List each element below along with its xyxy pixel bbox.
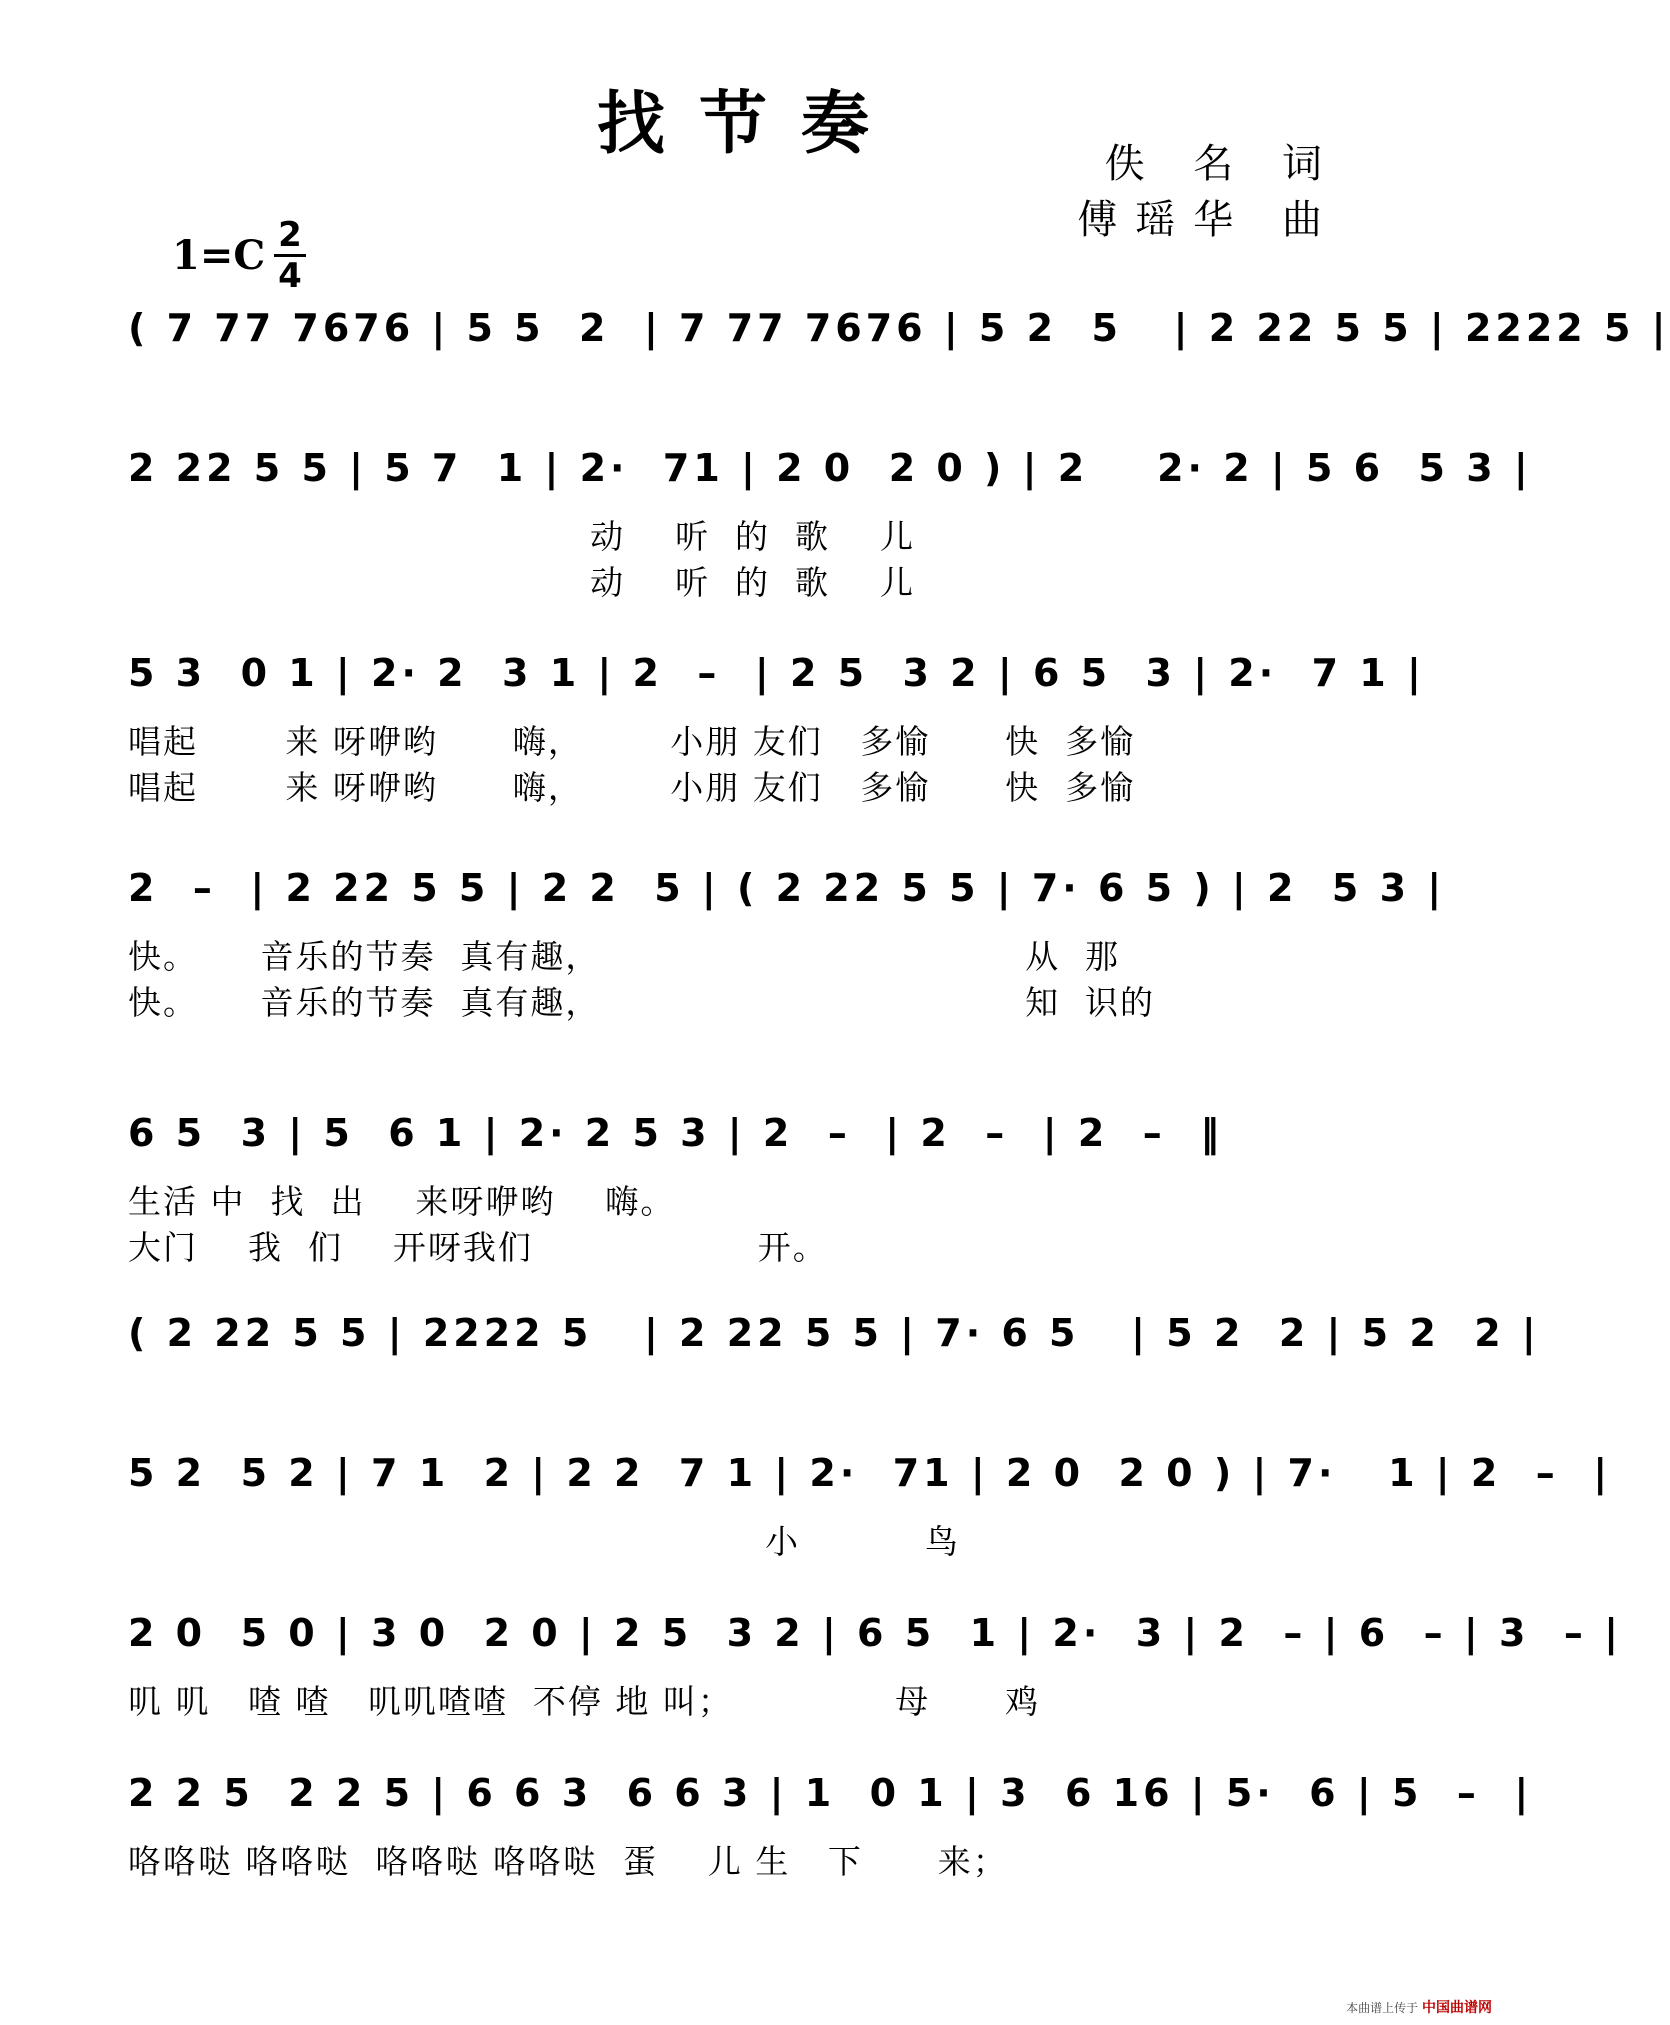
lyric-row: 生活 中 找 出 来呀咿哟 嗨。 <box>128 1182 676 1221</box>
note-row: 2 0 5 0 | 3 0 2 0 | 2 5 3 2 | 6 5 1 | 2· 3 | 2 – | 6 – | 3 – | <box>128 1611 1622 1655</box>
lyric-row: 大门 我 们 开呀我们 开。 <box>128 1228 828 1267</box>
time-signature <box>270 215 310 296</box>
time-signature-numerator: 2 <box>278 215 302 255</box>
composer-credit: 傅瑶华 曲 <box>1077 197 1340 243</box>
note-row: 5 2 5 2 | 7 1 2 | 2 2 7 1 | 2· 71 | 2 0 2 0 ) | 7· 1 | 2 – | <box>128 1451 1612 1495</box>
lyric-row: 唱起 来 呀咿哟 嗨， 小朋 友们 多愉 快 多愉 <box>128 722 1136 761</box>
watermark <box>1346 1997 1492 2017</box>
lyric-row: 叽 叽 喳 喳 叽叽喳喳 不停 地 叫； 母 鸡 <box>128 1682 1041 1721</box>
site-name: 中国曲谱网 <box>1422 2000 1492 2016</box>
lyricist-credit: 佚 名 词 <box>1104 141 1340 187</box>
note-row: 2 2 5 2 2 5 | 6 6 3 6 6 3 | 1 0 1 | 3 6 16 | 5· 6 | 5 – | <box>128 1771 1533 1815</box>
song-title: 找节奏 <box>596 84 903 164</box>
lyric-row: 动 听 的 歌 儿 <box>128 563 915 602</box>
lyric-row: 唱起 来 呀咿哟 嗨， 小朋 友们 多愉 快 多愉 <box>128 768 1136 807</box>
note-row: 2 – | 2 22 5 5 | 2 2 5 | ( 2 22 5 5 | 7· 6 5 ) | 2 5 3 | <box>128 866 1446 910</box>
note-row: 6 5 3 | 5 6 1 | 2· 2 5 3 | 2 – | 2 – | 2 – ‖ <box>128 1111 1224 1155</box>
note-row: ( 2 22 5 5 | 2222 5 | 2 22 5 5 | 7· 6 5 | 5 2 2 | 5 2 2 | <box>128 1311 1540 1355</box>
upload-text: 本曲谱上传于 <box>1346 2001 1419 2015</box>
note-row: ( 7 77 7676 | 5 5 2 | 7 77 7676 | 5 2 5 | 2 22 5 5 | 2222 5 | <box>128 306 1670 350</box>
key-signature: 1=C <box>172 232 266 279</box>
lyric-row: 快。 音乐的节奏 真有趣， 从 那 <box>128 937 1121 976</box>
lyric-row: 快。 音乐的节奏 真有趣， 知 识的 <box>128 983 1156 1022</box>
time-signature-denominator: 4 <box>278 256 302 296</box>
lyric-row: 动 听 的 歌 儿 <box>128 517 915 556</box>
lyric-row: 咯咯哒 咯咯哒 咯咯哒 咯咯哒 蛋 儿 生 下 来； <box>128 1842 1008 1881</box>
note-row: 5 3 0 1 | 2· 2 3 1 | 2 – | 2 5 3 2 | 6 5 3 | 2· 7 1 | <box>128 651 1425 695</box>
lyric-row: 小 鸟 <box>128 1522 960 1561</box>
note-row: 2 22 5 5 | 5 7 1 | 2· 71 | 2 0 2 0 ) | 2 2· 2 | 5 6 5 3 | <box>128 446 1532 490</box>
